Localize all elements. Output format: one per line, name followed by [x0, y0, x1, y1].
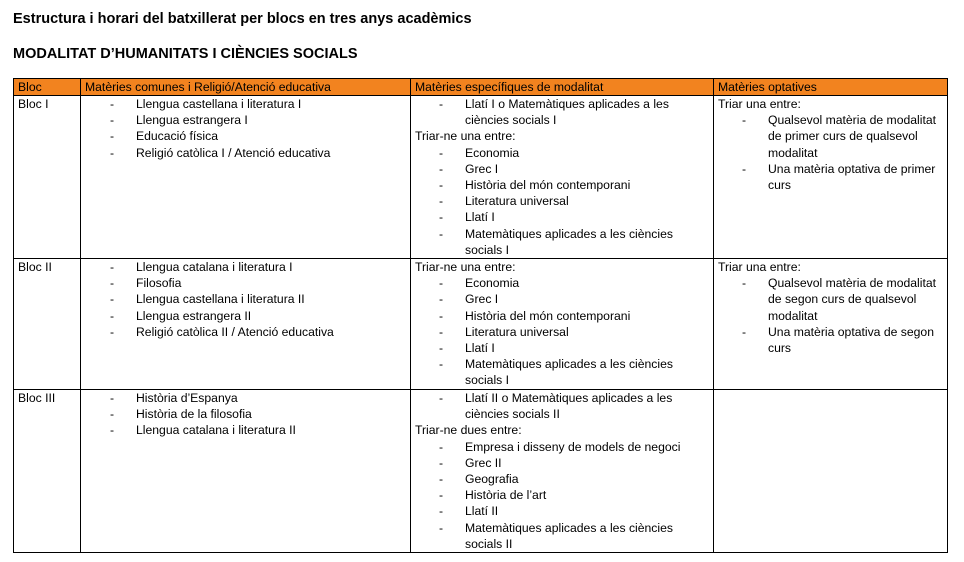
list-item: - Història del món contemporani	[415, 177, 709, 193]
comunes-cell	[81, 390, 411, 553]
list-item: - Llengua catalana i literatura I	[85, 259, 406, 275]
comunes-list	[85, 259, 406, 340]
comunes-list	[85, 96, 406, 161]
comunes-list	[85, 390, 406, 439]
choose-label: Triar una entre:	[718, 97, 801, 111]
list-item: - Història del món contemporani	[415, 308, 709, 324]
list-item: - Empresa i disseny de models de negoci	[415, 439, 709, 455]
document-subtitle: MODALITAT D’HUMANITATS I CIÈNCIES SOCIALS	[13, 46, 358, 62]
header-optatives: Matèries optatives	[714, 79, 948, 96]
list-item: - Educació física	[85, 128, 406, 144]
list-item: - Religió catòlica II / Atenció educativa	[85, 324, 406, 340]
header-comunes: Matèries comunes i Religió/Atenció educativa	[81, 79, 411, 96]
comunes-cell	[81, 96, 411, 259]
optatives-cell	[714, 96, 948, 259]
optatives-list	[718, 275, 943, 356]
list-item: - Llatí II o Matemàtiques aplicades a les ciències socials II	[415, 390, 709, 422]
list-item: - Grec II	[415, 455, 709, 471]
list-item: - Llatí I	[415, 340, 709, 356]
bloc-cell: Bloc III	[14, 390, 81, 553]
table-header-row	[14, 79, 948, 96]
especifiques-pre-list	[415, 96, 709, 128]
list-item: - Llengua castellana i literatura I	[85, 96, 406, 112]
especifiques-list	[415, 275, 709, 388]
list-item: - Qualsevol matèria de modalitat de primer curs de qualsevol modalitat	[718, 112, 943, 161]
list-item: - Llatí I o Matemàtiques aplicades a les ciències socials I	[415, 96, 709, 128]
list-item: - Una matèria optativa de segon curs	[718, 324, 943, 356]
list-item: - Matemàtiques aplicades a les ciències socials II	[415, 520, 709, 552]
choose-label: Triar-ne una entre:	[415, 260, 516, 275]
bloc-cell: Bloc II	[14, 259, 81, 390]
table-row	[14, 390, 948, 553]
especifiques-cell	[411, 96, 714, 259]
list-item: - Matemàtiques aplicades a les ciències socials I	[415, 356, 709, 388]
list-item: - Grec I	[415, 161, 709, 177]
list-item: - Història de l’art	[415, 487, 709, 503]
list-item: - Matemàtiques aplicades a les ciències socials I	[415, 226, 709, 258]
list-item: - Una matèria optativa de primer curs	[718, 161, 943, 193]
list-item: - Història d’Espanya	[85, 390, 406, 406]
choose-label: Triar-ne dues entre:	[415, 423, 522, 438]
header-bloc: Bloc	[14, 79, 81, 96]
list-item: - Religió catòlica I / Atenció educativa	[85, 145, 406, 161]
list-item: - Llengua estrangera II	[85, 308, 406, 324]
especifiques-list	[415, 145, 709, 258]
list-item: - Economia	[415, 275, 709, 291]
list-item: - Llengua estrangera I	[85, 112, 406, 128]
list-item: - Geografia	[415, 471, 709, 487]
especifiques-pre-list	[415, 390, 709, 422]
list-item: - Literatura universal	[415, 193, 709, 209]
list-item: - Llengua castellana i literatura II	[85, 291, 406, 307]
optatives-cell	[714, 390, 948, 553]
list-item: - Llatí II	[415, 503, 709, 519]
choose-label: Triar-ne una entre:	[415, 129, 516, 144]
table-row	[14, 259, 948, 390]
list-item: - Qualsevol matèria de modalitat de segon curs de qualsevol modalitat	[718, 275, 943, 324]
list-item: - Llengua catalana i literatura II	[85, 422, 406, 438]
comunes-cell	[81, 259, 411, 390]
header-especifiques: Matèries específiques de modalitat	[411, 79, 714, 96]
list-item: - Grec I	[415, 291, 709, 307]
optatives-list	[718, 112, 943, 193]
especifiques-cell	[411, 390, 714, 553]
list-item: - Història de la filosofia	[85, 406, 406, 422]
list-item: - Filosofia	[85, 275, 406, 291]
list-item: - Economia	[415, 145, 709, 161]
table-row	[14, 96, 948, 259]
especifiques-cell	[411, 259, 714, 390]
bloc-cell: Bloc I	[14, 96, 81, 259]
optatives-cell	[714, 259, 948, 390]
choose-label: Triar una entre:	[718, 260, 801, 275]
blocks-table	[13, 78, 948, 553]
document-title: Estructura i horari del batxillerat per blocs en tres anys acadèmics	[13, 11, 472, 27]
especifiques-list	[415, 439, 709, 552]
list-item: - Literatura universal	[415, 324, 709, 340]
list-item: - Llatí I	[415, 209, 709, 225]
